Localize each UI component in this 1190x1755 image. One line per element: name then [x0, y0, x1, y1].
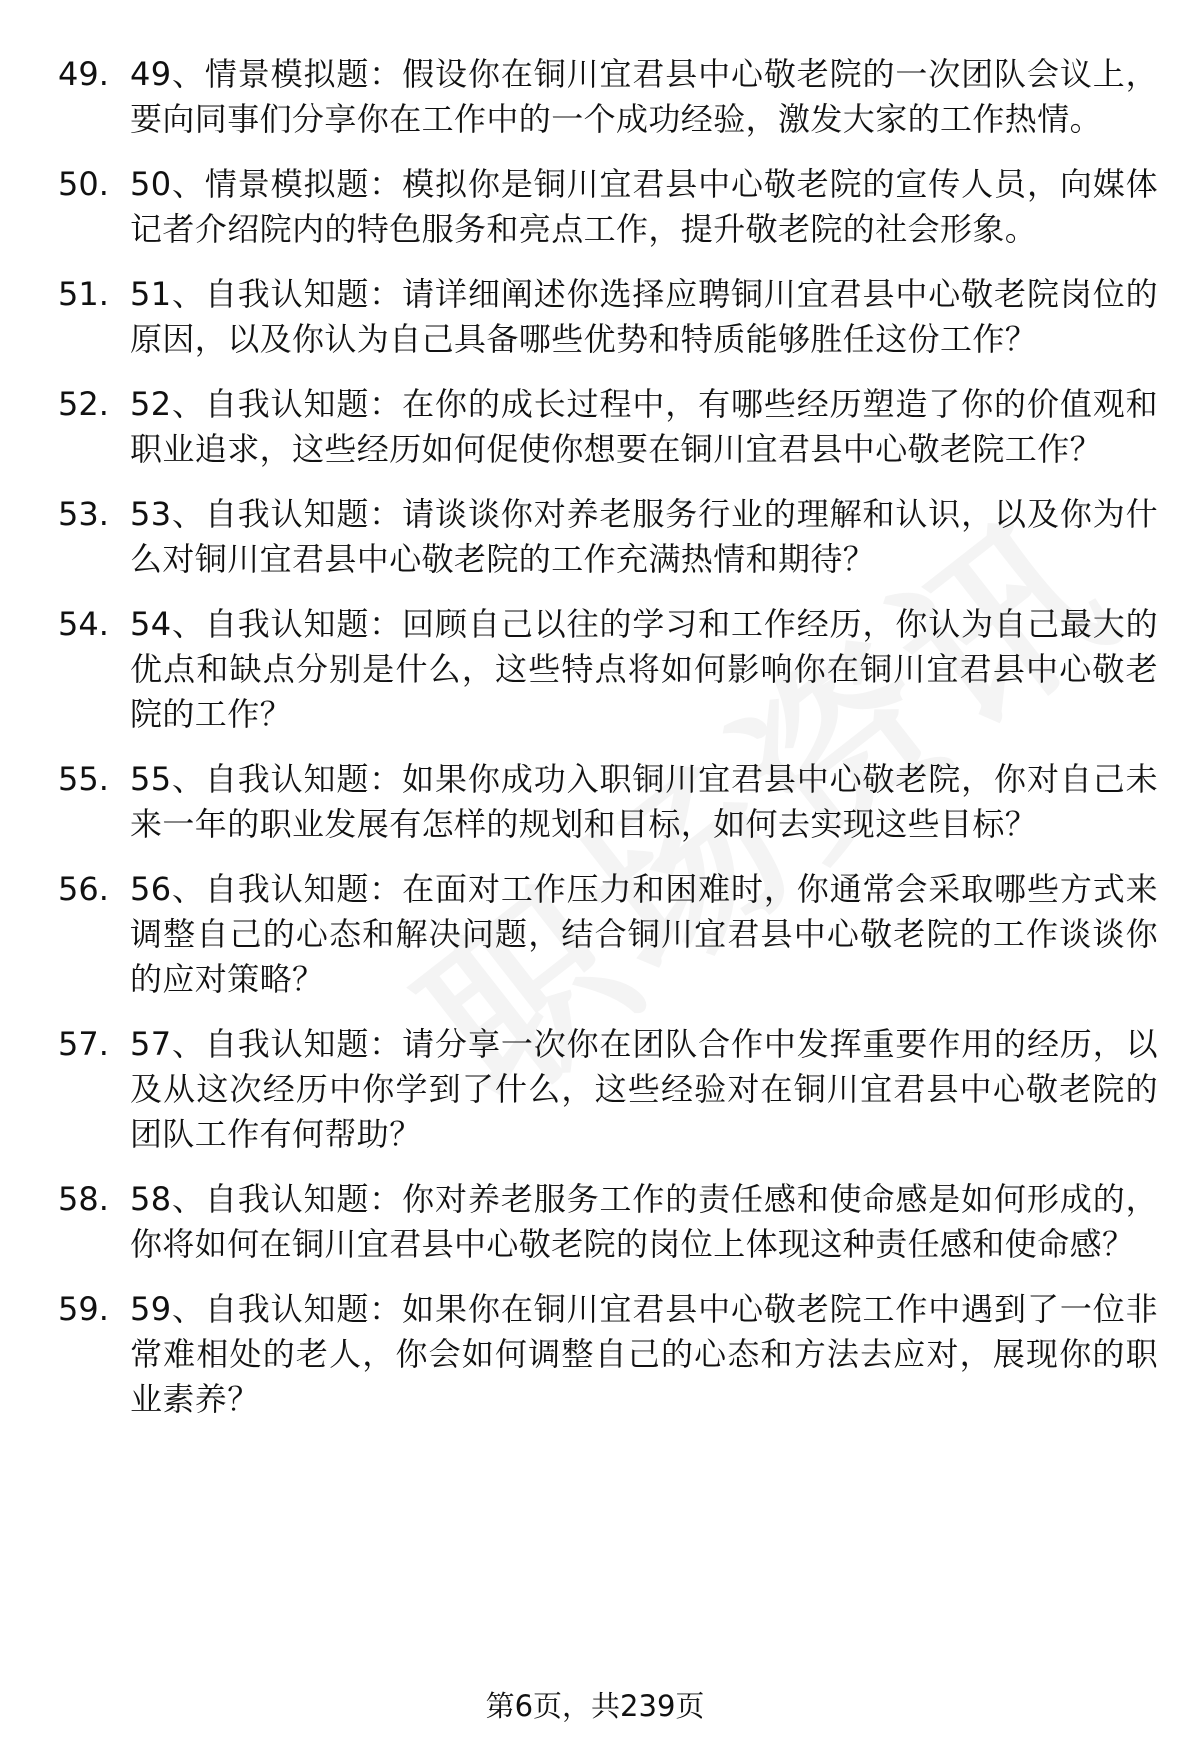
question-number: 55.	[58, 760, 109, 798]
question-text: 54、自我认知题：回顾自己以往的学习和工作经历，你认为自己最大的优点和缺点分别是什么，这些特点将如何影响你在铜川宜君县中心敬老院的工作？	[130, 605, 1158, 733]
list-item	[58, 52, 1158, 142]
question-number: 51.	[58, 275, 109, 313]
question-text: 53、自我认知题：请谈谈你对养老服务行业的理解和认识，以及你为什么对铜川宜君县中心敬老院的工作充满热情和期待？	[130, 495, 1158, 578]
question-number: 52.	[58, 385, 109, 423]
page-footer: 第6页，共239页	[485, 1689, 705, 1723]
question-number: 56.	[58, 870, 109, 908]
question-text: 50、情景模拟题：模拟你是铜川宜君县中心敬老院的宣传人员，向媒体记者介绍院内的特色服务和亮点工作，提升敬老院的社会形象。	[130, 165, 1158, 248]
question-text: 51、自我认知题：请详细阐述你选择应聘铜川宜君县中心敬老院岗位的原因，以及你认为自己具备哪些优势和特质能够胜任这份工作？	[130, 275, 1158, 358]
list-item	[58, 1022, 1158, 1157]
question-text: 57、自我认知题：请分享一次你在团队合作中发挥重要作用的经历，以及从这次经历中你学到了什么，这些经验对在铜川宜君县中心敬老院的团队工作有何帮助？	[130, 1025, 1158, 1153]
question-number: 59.	[58, 1290, 109, 1328]
list-item	[58, 602, 1158, 737]
question-text: 49、情景模拟题：假设你在铜川宜君县中心敬老院的一次团队会议上，要向同事们分享你在工作中的一个成功经验，激发大家的工作热情。	[130, 55, 1158, 138]
question-text: 59、自我认知题：如果你在铜川宜君县中心敬老院工作中遇到了一位非常难相处的老人，你会如何调整自己的心态和方法去应对，展现你的职业素养？	[130, 1290, 1158, 1418]
list-item	[58, 272, 1158, 362]
question-text: 55、自我认知题：如果你成功入职铜川宜君县中心敬老院，你对自己未来一年的职业发展有怎样的规划和目标，如何去实现这些目标？	[130, 760, 1158, 843]
question-number: 58.	[58, 1180, 109, 1218]
list-item	[58, 757, 1158, 847]
question-text: 56、自我认知题：在面对工作压力和困难时，你通常会采取哪些方式来调整自己的心态和解决问题，结合铜川宜君县中心敬老院的工作谈谈你的应对策略？	[130, 870, 1158, 998]
question-list	[58, 52, 1158, 1442]
question-number: 49.	[58, 55, 109, 93]
question-text: 52、自我认知题：在你的成长过程中，有哪些经历塑造了你的价值观和职业追求，这些经历如何促使你想要在铜川宜君县中心敬老院工作？	[130, 385, 1158, 468]
list-item	[58, 382, 1158, 472]
list-item	[58, 162, 1158, 252]
question-text: 58、自我认知题：你对养老服务工作的责任感和使命感是如何形成的，你将如何在铜川宜君县中心敬老院的岗位上体现这种责任感和使命感？	[130, 1180, 1158, 1263]
list-item	[58, 867, 1158, 1002]
list-item	[58, 492, 1158, 582]
question-number: 57.	[58, 1025, 109, 1063]
question-number: 54.	[58, 605, 109, 643]
list-item	[58, 1177, 1158, 1267]
question-number: 53.	[58, 495, 109, 533]
question-number: 50.	[58, 165, 109, 203]
list-item	[58, 1287, 1158, 1422]
